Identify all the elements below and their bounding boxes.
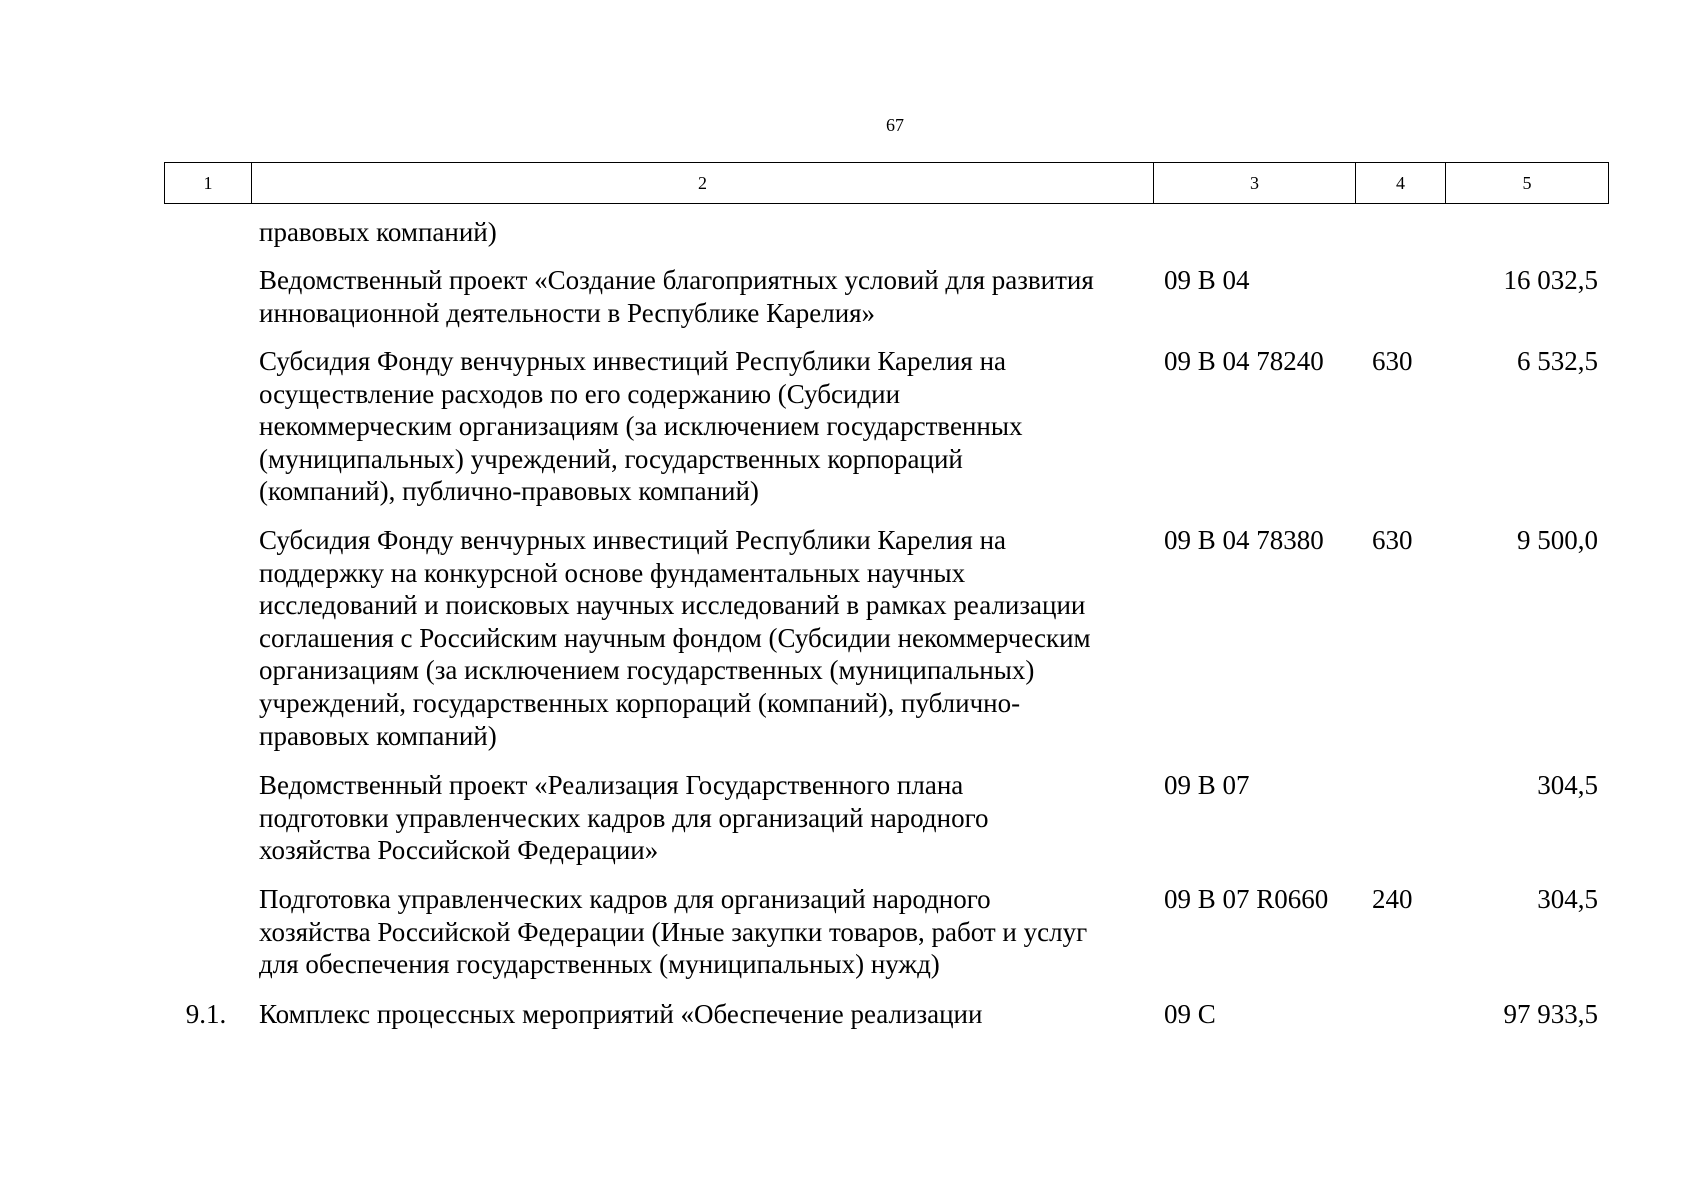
- description-line: Ведомственный проект «Создание благоприятных условий для развития: [259, 265, 1094, 295]
- row-description: [259, 883, 1159, 981]
- row-description: [259, 524, 1159, 752]
- row-description: [259, 769, 1159, 867]
- row-description: [259, 264, 1159, 329]
- description-line: организациям (за исключением государственных (муниципальных): [259, 655, 1035, 686]
- column-header-5: 5: [1446, 163, 1609, 204]
- row-amount: 6 532,5: [1517, 346, 1598, 376]
- column-header-4: 4: [1356, 163, 1446, 204]
- description-line: Подготовка управленческих кадров для организаций народного: [259, 884, 991, 914]
- row-amount: 9 500,0: [1517, 525, 1598, 555]
- description-line: подготовки управленческих кадров для организаций народного: [259, 802, 989, 833]
- row-description: [259, 998, 1159, 1031]
- column-header-3: 3: [1154, 163, 1356, 204]
- column-header-table: [164, 162, 1609, 204]
- row-expense-type: 630: [1372, 346, 1413, 376]
- row-expense-type: 630: [1372, 525, 1413, 555]
- description-line: учреждений, государственных корпораций (компаний), публично-: [259, 687, 1021, 718]
- description-line: Ведомственный проект «Реализация Государственного плана: [259, 770, 964, 800]
- description-line: некоммерческим организациям (за исключением государственных: [259, 411, 1023, 442]
- row-code: 09 B 04: [1164, 265, 1250, 295]
- description-line: инновационной деятельности в Республике Карелия»: [259, 297, 876, 328]
- description-line: Комплекс процессных мероприятий «Обеспечение реализации: [259, 999, 983, 1029]
- row-description: [259, 216, 1159, 249]
- row-amount: 16 032,5: [1503, 265, 1598, 295]
- description-line: хозяйства Российской Федерации (Иные закупки товаров, работ и услуг: [259, 916, 1088, 947]
- description-line: Субсидия Фонду венчурных инвестиций Республики Карелия на: [259, 525, 1007, 555]
- row-amount: 304,5: [1537, 770, 1598, 800]
- description-line: осуществление расходов по его содержанию (Субсидии: [259, 378, 901, 409]
- description-line: (компаний), публично-правовых компаний): [259, 476, 759, 507]
- row-code: 09 B 04 78240: [1164, 346, 1324, 376]
- description-line: Субсидия Фонду венчурных инвестиций Республики Карелия на: [259, 346, 1007, 376]
- row-code: 09 C: [1164, 999, 1216, 1029]
- row-code: 09 B 07 R0660: [1164, 884, 1329, 914]
- description-line: соглашения с Российским научным фондом (Субсидии некоммерческим: [259, 622, 1091, 653]
- row-number: 9.1.: [185, 999, 227, 1029]
- description-line: (муниципальных) учреждений, государственных корпораций: [259, 443, 963, 474]
- column-header-1: 1: [165, 163, 252, 204]
- row-code: 09 B 04 78380: [1164, 525, 1324, 555]
- description-line: хозяйства Российской Федерации»: [259, 835, 659, 866]
- row-amount: 304,5: [1537, 884, 1598, 914]
- column-header-2: 2: [252, 163, 1154, 204]
- description-line: для обеспечения государственных (муниципальных) нужд): [259, 949, 940, 980]
- row-amount: 97 933,5: [1503, 999, 1598, 1029]
- description-line: поддержку на конкурсной основе фундаментальных научных: [259, 557, 966, 588]
- description-line: правовых компаний): [259, 217, 497, 247]
- description-line: исследований и поисковых научных исследований в рамках реализации: [259, 590, 1086, 621]
- row-description: [259, 345, 1159, 508]
- page-number: 67: [886, 115, 904, 135]
- description-line: правовых компаний): [259, 720, 497, 751]
- column-header-row: [165, 163, 1609, 204]
- row-expense-type: 240: [1372, 884, 1413, 914]
- row-code: 09 B 07: [1164, 770, 1250, 800]
